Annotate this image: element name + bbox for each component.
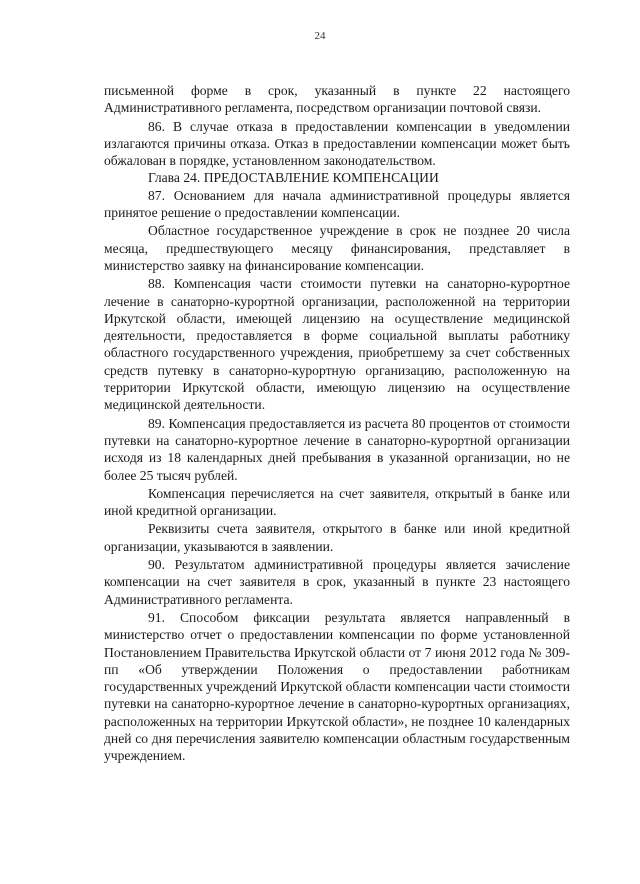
- chapter-title: Глава 24. ПРЕДОСТАВЛЕНИЕ КОМПЕНСАЦИИ: [148, 170, 439, 186]
- paragraph-90: 90. Результатом административной процедуры является зачисление компенсации на счет заявителя в срок, указанный в пункте 23 настоящего Административного регламента.: [104, 557, 570, 607]
- paragraph-91: 91. Способом фиксации результата является направленный в министерство отчет о предоставлении компенсации по форме установленной Постановлением Правительства Иркутской области от 7 июня 2012 года № 309-пп «Об утверждении Положения о предоставлении работникам государственных учреждений Иркутской области компенсации части стоимости путевки на санаторно-курортное лечение в санаторно-курортных организациях, расположенных на территории Иркутской области», не позднее 10 календарных дней со дня перечисления заявителю компенсации областным государственным учреждением.: [104, 609, 570, 764]
- page-number: 24: [314, 30, 326, 42]
- paragraph-89-requisites: Реквизиты счета заявителя, открытого в банке или иной кредитной организации, указываются в заявлении.: [104, 521, 570, 554]
- document-body: [104, 82, 570, 765]
- paragraph-87-cont: Областное государственное учреждение в срок не позднее 20 числа месяца, предшествующего месяцу финансирования, представляет в министерство заявку на финансирование компенсации.: [104, 223, 570, 273]
- paragraph-89-cont: Компенсация перечисляется на счет заявителя, открытый в банке или иной кредитной организации.: [104, 485, 570, 519]
- paragraph-89: 89. Компенсация предоставляется из расчета 80 процентов от стоимости путевки на санаторно-курортное лечение в санаторно-курортной организации исходя из 18 календарных дней пребывания в указанной организации, но не более 25 тысяч рублей.: [104, 415, 570, 483]
- paragraph-continuation: письменной форме в срок, указанный в пункте 22 настоящего Административного регламента, посредством организации почтовой связи.: [104, 83, 570, 116]
- paragraph-87: 87. Основанием для начала административной процедуры является принятое решение о предоставлении компенсации.: [104, 187, 570, 221]
- paragraph-86: 86. В случае отказа в предоставлении компенсации в уведомлении излагаются причины отказа. Отказ в предоставлении компенсации может быть обжалован в порядке, установленном законодательством.: [104, 118, 570, 169]
- paragraph-88: 88. Компенсация части стоимости путевки на санаторно-курортное лечение в санаторно-курортной организации, расположенной на территории Иркутской области, имеющей лицензию на осуществление медицинской деятельности, предоставляется в форме социальной выплаты работнику областного государственного учреждения, приобретшему за счет собственных средств путевку в санаторно-курортную организацию, расположенную на территории Иркутской области, имеющую лицензию на осуществление медицинской деятельности.: [104, 276, 570, 413]
